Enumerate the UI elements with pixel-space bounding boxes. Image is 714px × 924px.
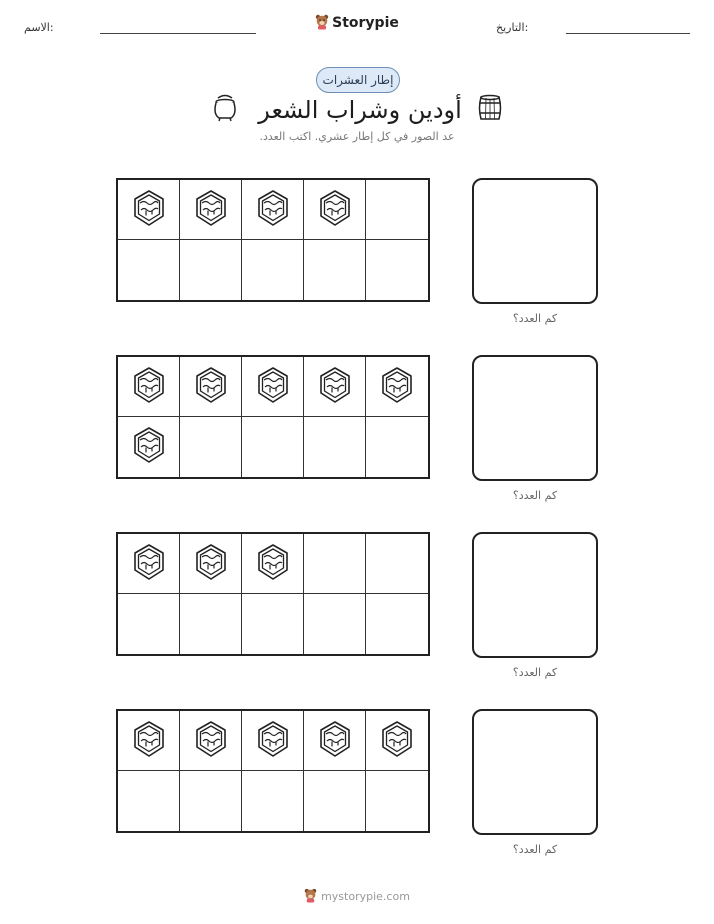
ten-frame-cell	[304, 180, 366, 240]
cauldron-icon	[211, 94, 239, 128]
ten-frame-cell	[366, 771, 428, 831]
ten-frame-cell	[242, 240, 304, 300]
ten-frame-cell	[366, 417, 428, 477]
ten-frame-cell	[366, 180, 428, 240]
ten-frame-cell	[180, 771, 242, 831]
answer-box[interactable]	[472, 178, 598, 304]
ten-frame-cell	[366, 534, 428, 594]
footer-url[interactable]: mystorypie.com	[321, 890, 410, 903]
ten-frame-cell	[366, 594, 428, 654]
mead-honeycomb-icon	[194, 720, 228, 762]
footer	[0, 888, 714, 906]
count-question: كم العدد؟	[512, 489, 558, 502]
mead-honeycomb-icon	[132, 720, 166, 762]
name-label: الاسم:	[24, 21, 54, 34]
ten-frame-cell	[180, 240, 242, 300]
brand-name: Storypie	[332, 15, 399, 31]
ten-frame-cell	[242, 357, 304, 417]
ten-frame-cell	[118, 417, 180, 477]
count-question: كم العدد؟	[512, 312, 558, 325]
count-question: كم العدد؟	[512, 666, 558, 679]
ten-frame-cell	[180, 180, 242, 240]
title-text: أودين وشراب الشعر	[258, 96, 462, 124]
mead-honeycomb-icon	[256, 366, 290, 408]
date-label: التاريخ:	[496, 21, 529, 34]
ten-frame-cell	[242, 711, 304, 771]
ten-frame-cell	[304, 417, 366, 477]
mead-honeycomb-icon	[194, 366, 228, 408]
ten-frame-cell	[180, 711, 242, 771]
ten-frame-cell	[180, 357, 242, 417]
ten-frame-cell	[242, 417, 304, 477]
mead-honeycomb-icon	[318, 189, 352, 231]
ten-frame-cell	[118, 771, 180, 831]
ten-frame-cell	[304, 711, 366, 771]
mead-honeycomb-icon	[194, 189, 228, 231]
ten-frame-cell	[118, 240, 180, 300]
mead-honeycomb-icon	[318, 720, 352, 762]
count-question: كم العدد؟	[512, 843, 558, 856]
instructions: عد الصور في كل إطار عشري. اكتب العدد.	[259, 130, 455, 143]
ten-frame-cell	[242, 534, 304, 594]
mead-honeycomb-icon	[194, 543, 228, 585]
topic-badge: إطار العشرات	[316, 67, 400, 93]
ten-frame-cell	[304, 771, 366, 831]
ten-frame	[116, 709, 430, 833]
ten-frame-cell	[118, 594, 180, 654]
answer-box[interactable]	[472, 709, 598, 835]
answer-box[interactable]	[472, 532, 598, 658]
bear-icon	[304, 888, 317, 906]
mead-honeycomb-icon	[256, 720, 290, 762]
ten-frame-cell	[304, 240, 366, 300]
ten-frame-cell	[118, 180, 180, 240]
page-title	[0, 94, 714, 128]
ten-frame-cell	[304, 357, 366, 417]
ten-frame-cell	[118, 357, 180, 417]
ten-frame-cell	[180, 594, 242, 654]
ten-frame	[116, 355, 430, 479]
ten-frame-cell	[366, 357, 428, 417]
ten-frame-cell	[366, 240, 428, 300]
ten-frame-cell	[118, 534, 180, 594]
ten-frame	[116, 178, 430, 302]
ten-frame-cell	[180, 534, 242, 594]
ten-frame-cell	[242, 594, 304, 654]
mead-honeycomb-icon	[380, 720, 414, 762]
mead-honeycomb-icon	[380, 366, 414, 408]
mead-honeycomb-icon	[132, 543, 166, 585]
ten-frame-cell	[118, 711, 180, 771]
bear-icon	[315, 14, 329, 34]
ten-frame-cell	[366, 711, 428, 771]
mead-honeycomb-icon	[132, 366, 166, 408]
ten-frame-cell	[242, 180, 304, 240]
barrel-icon	[477, 94, 503, 128]
brand-logo	[0, 14, 714, 34]
mead-honeycomb-icon	[318, 366, 352, 408]
answer-box[interactable]	[472, 355, 598, 481]
ten-frame-cell	[304, 594, 366, 654]
ten-frame-cell	[304, 534, 366, 594]
ten-frame	[116, 532, 430, 656]
mead-honeycomb-icon	[132, 189, 166, 231]
ten-frame-cell	[180, 417, 242, 477]
mead-honeycomb-icon	[256, 189, 290, 231]
mead-honeycomb-icon	[132, 426, 166, 468]
mead-honeycomb-icon	[256, 543, 290, 585]
ten-frame-cell	[242, 771, 304, 831]
